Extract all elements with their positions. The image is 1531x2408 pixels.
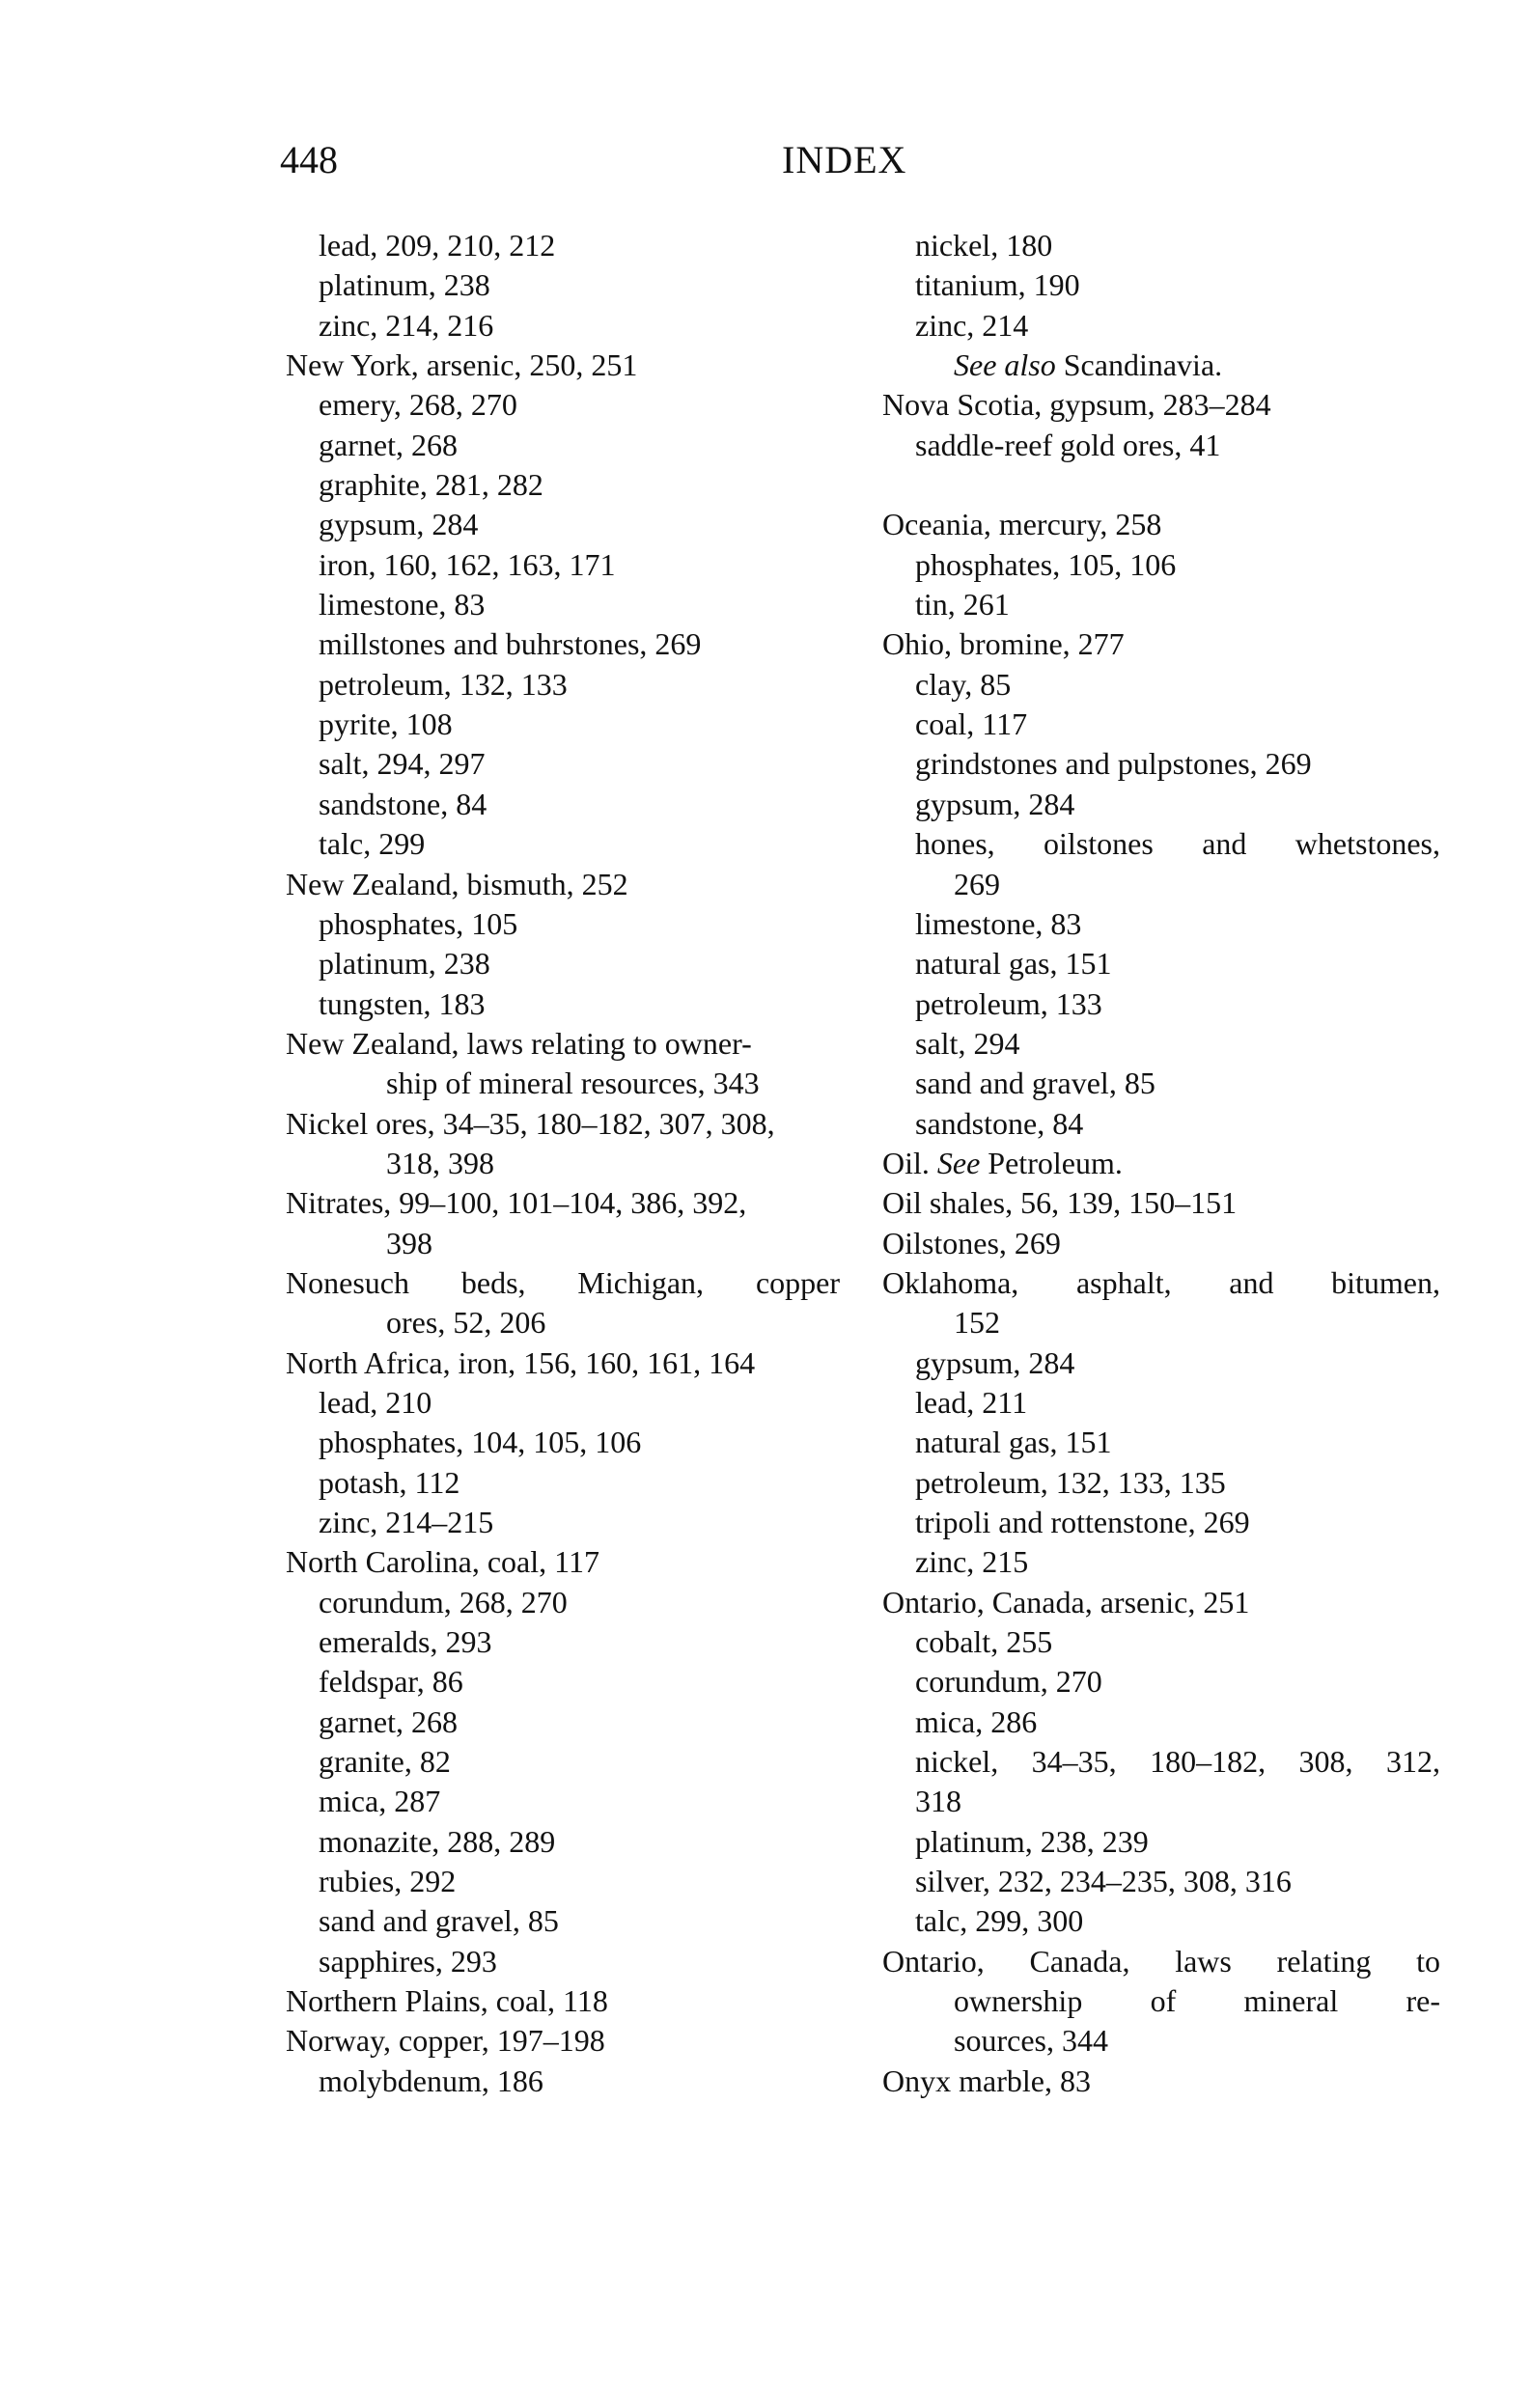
index-subentry: corundum, 270 [915, 1664, 1102, 1700]
index-subentry: silver, 232, 234–235, 308, 316 [915, 1864, 1292, 1899]
index-subentry: zinc, 215 [915, 1544, 1029, 1580]
section-gap [882, 465, 1440, 505]
index-entry [882, 1144, 1440, 1183]
index-entry: New Zealand, laws relating to owner- [286, 1025, 752, 1061]
index-subentry: limestone, 83 [319, 587, 486, 623]
index-subentry: mica, 287 [319, 1784, 441, 1819]
index-subentry: zinc, 214–215 [319, 1505, 494, 1539]
index-subentry: molybdenum, 186 [319, 2062, 543, 2098]
index-subentry: lead, 211 [915, 1384, 1028, 1420]
index-continuation: ores, 52, 206 [386, 1305, 546, 1341]
page-number: 448 [280, 138, 338, 181]
right-index-column [882, 226, 1440, 2101]
index-entry: Nonesuch beds, Michigan, copper [286, 1264, 840, 1300]
index-subentry: talc, 299 [319, 826, 426, 862]
index-entry: New Zealand, bismuth, 252 [286, 866, 628, 901]
index-subentry: salt, 294, 297 [319, 746, 486, 782]
index-subentry: gypsum, 284 [319, 507, 479, 542]
entry-term: Oil. [882, 1145, 930, 1180]
index-subentry: 318 [915, 1784, 961, 1819]
cross-reference [882, 346, 1440, 385]
index-subentry: granite, 82 [319, 1744, 451, 1780]
index-subentry: petroleum, 132, 133 [319, 666, 568, 702]
index-entry: Ontario, Canada, laws relating to [882, 1943, 1440, 1979]
index-subentry: iron, 160, 162, 163, 171 [319, 546, 616, 582]
index-subentry: phosphates, 105, 106 [915, 546, 1177, 582]
index-entry: Oil shales, 56, 139, 150–151 [882, 1185, 1238, 1221]
index-entry: North Carolina, coal, 117 [286, 1544, 599, 1580]
index-continuation: 398 [386, 1225, 432, 1260]
index-subentry: gypsum, 284 [915, 1344, 1075, 1380]
index-entry: Nova Scotia, gypsum, 283–284 [882, 387, 1271, 423]
index-entry: Northern Plains, coal, 118 [286, 1983, 608, 2019]
index-subentry: sapphires, 293 [319, 1943, 497, 1979]
index-subentry: graphite, 281, 282 [319, 467, 543, 503]
index-entry: Ohio, bromine, 277 [882, 626, 1125, 662]
index-subentry: natural gas, 151 [915, 1425, 1112, 1460]
index-subentry: platinum, 238 [319, 267, 490, 303]
index-subentry: talc, 299, 300 [915, 1903, 1084, 1939]
index-entry: Oilstones, 269 [882, 1225, 1061, 1260]
index-subentry: emeralds, 293 [319, 1624, 492, 1660]
index-subentry: petroleum, 133 [915, 985, 1102, 1021]
index-subentry: lead, 210 [319, 1384, 432, 1420]
left-index-column [286, 226, 840, 2101]
index-entry: Nitrates, 99–100, 101–104, 386, 392, [286, 1185, 747, 1221]
running-head: INDEX [782, 138, 907, 181]
index-subentry: natural gas, 151 [915, 946, 1112, 982]
index-subentry: tin, 261 [915, 587, 1010, 623]
index-subentry: salt, 294 [915, 1025, 1020, 1061]
index-entry: New York, arsenic, 250, 251 [286, 347, 638, 383]
index-subentry: pyrite, 108 [319, 706, 453, 742]
index-subentry: phosphates, 104, 105, 106 [319, 1425, 642, 1460]
index-subentry: petroleum, 132, 133, 135 [915, 1464, 1226, 1500]
index-subentry: feldspar, 86 [319, 1664, 463, 1700]
index-entry: Oklahoma, asphalt, and bitumen, [882, 1264, 1440, 1300]
index-subentry: corundum, 268, 270 [319, 1584, 568, 1619]
index-continuation: ownership of mineral re- [954, 1983, 1440, 2019]
cross-reference-target: Scandinavia. [1063, 347, 1223, 383]
index-entry: North Africa, iron, 156, 160, 161, 164 [286, 1344, 756, 1380]
index-subentry: garnet, 268 [319, 1703, 458, 1739]
index-subentry: titanium, 190 [915, 267, 1080, 303]
index-subentry: coal, 117 [915, 706, 1028, 742]
index-subentry: gypsum, 284 [915, 786, 1075, 821]
index-entry: Ontario, Canada, arsenic, 251 [882, 1584, 1250, 1619]
index-subentry: tripoli and rottenstone, 269 [915, 1505, 1250, 1539]
index-continuation: sources, 344 [954, 2023, 1108, 2059]
index-subentry: monazite, 288, 289 [319, 1823, 556, 1859]
cross-reference-target: Petroleum. [988, 1145, 1123, 1180]
index-subentry: platinum, 238 [319, 946, 490, 982]
index-continuation: 269 [954, 866, 1000, 901]
see-label: See [936, 1145, 981, 1180]
see-also-label: See also [954, 347, 1056, 383]
index-subentry: phosphates, 105 [319, 905, 518, 941]
index-subentry: platinum, 238, 239 [915, 1823, 1149, 1859]
index-entry: Norway, copper, 197–198 [286, 2023, 605, 2059]
index-subentry: rubies, 292 [319, 1864, 457, 1899]
index-subentry: sandstone, 84 [915, 1105, 1084, 1141]
index-subentry: nickel, 34–35, 180–182, 308, 312, [915, 1744, 1440, 1780]
index-subentry: millstones and buhrstones, 269 [319, 626, 702, 662]
index-subentry: garnet, 268 [319, 427, 458, 462]
index-entry: Nickel ores, 34–35, 180–182, 307, 308, [286, 1105, 775, 1141]
index-subentry: potash, 112 [319, 1464, 460, 1500]
index-subentry: sand and gravel, 85 [319, 1903, 559, 1939]
index-entry: Onyx marble, 83 [882, 2062, 1091, 2098]
index-continuation: 152 [954, 1305, 1000, 1341]
index-subentry: saddle-reef gold ores, 41 [915, 427, 1221, 462]
index-subentry: limestone, 83 [915, 905, 1082, 941]
index-subentry: zinc, 214, 216 [319, 307, 494, 343]
index-subentry: tungsten, 183 [319, 985, 486, 1021]
index-subentry: hones, oilstones and whetstones, [915, 826, 1440, 862]
index-subentry: grindstones and pulpstones, 269 [915, 746, 1312, 782]
index-subentry: lead, 209, 210, 212 [319, 228, 556, 263]
index-subentry: mica, 286 [915, 1703, 1038, 1739]
index-subentry: emery, 268, 270 [319, 387, 517, 423]
index-continuation: ship of mineral resources, 343 [386, 1066, 760, 1101]
index-subentry: clay, 85 [915, 666, 1012, 702]
index-subentry: cobalt, 255 [915, 1624, 1053, 1660]
index-subentry: nickel, 180 [915, 228, 1053, 263]
index-subentry: zinc, 214 [915, 307, 1029, 343]
index-subentry: sand and gravel, 85 [915, 1066, 1155, 1101]
index-subentry: sandstone, 84 [319, 786, 487, 821]
index-continuation: 318, 398 [386, 1145, 494, 1180]
index-entry: Oceania, mercury, 258 [882, 507, 1162, 542]
